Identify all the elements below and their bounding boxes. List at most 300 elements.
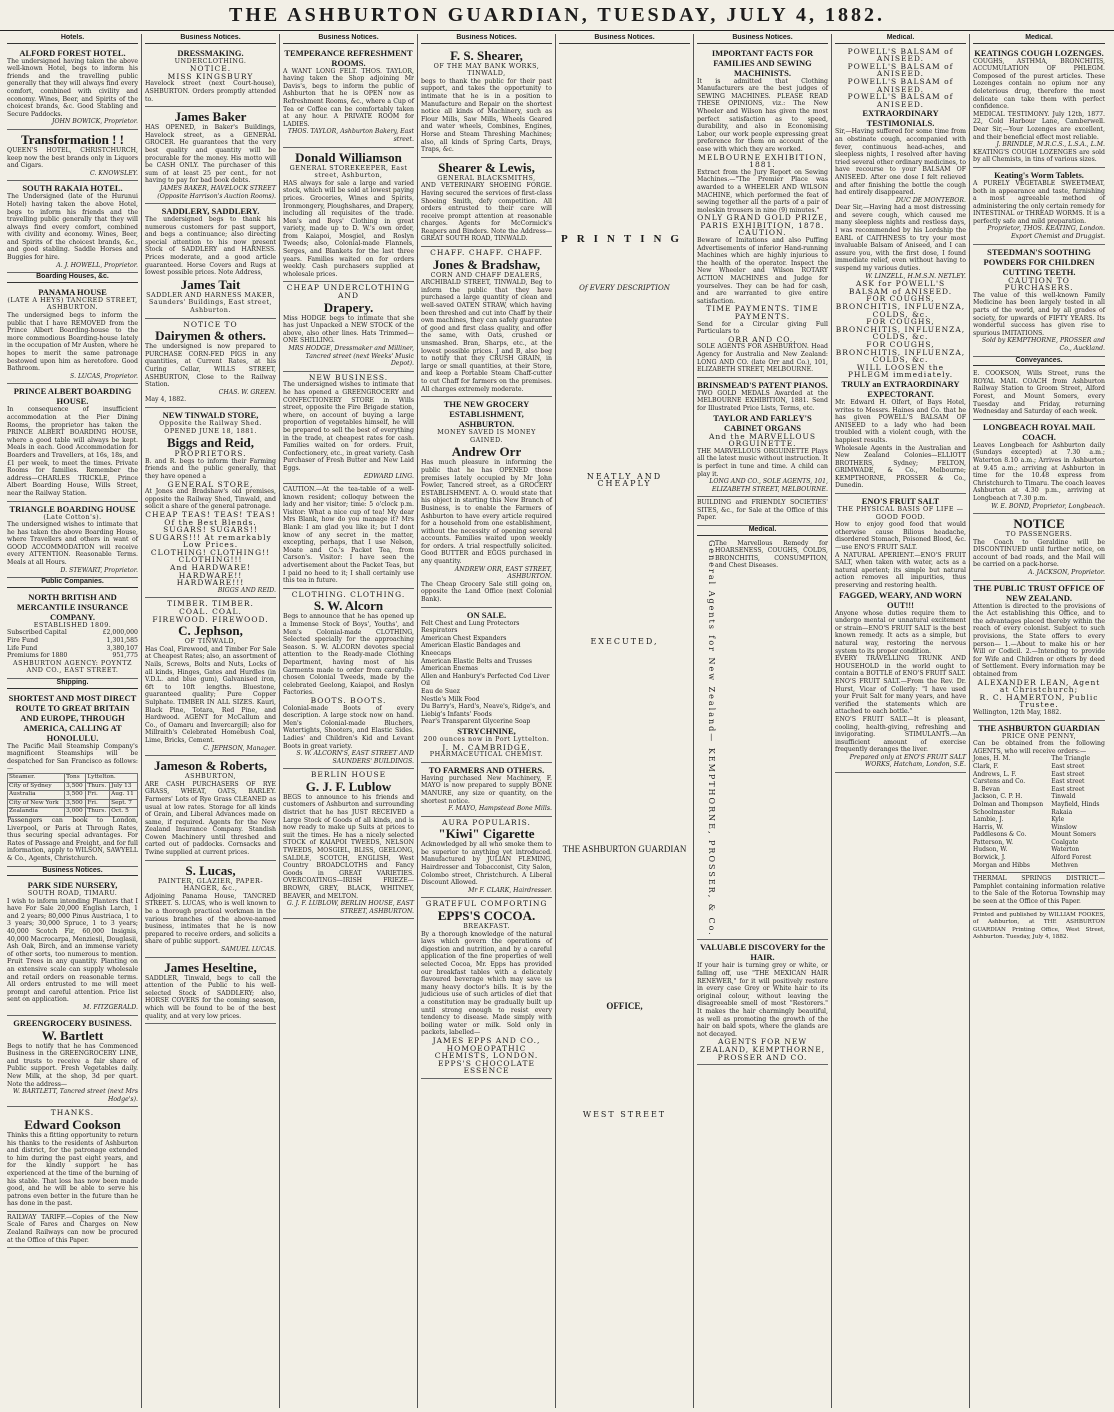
trunk-body: EVERY TRAVELLING TRUNK AND HOUSEHOLD in the world ought to contain a BOTTLE of ENO'S FRUIT SALT. [835,655,966,678]
imprint-text: Printed and published by WILLIAM FOOKES, of Ashburton, at THE ASHBURTON GUARDIAN Printing Office, West Street, Ashburton. Tuesday, July 4, 1882. [973,911,1105,941]
caution-title: CAUTION TO PURCHASERS. [1004,275,1074,293]
longbeach-body: Leaves Longbeach for Ashburton daily (Sundays excepted) at 7.30 a.m.; Waterton 8.10 a.m.; Arrives in Ashburton at 9.45 a.m.; arriving at Ashburton in time for the 10.48 express from Christchurch to Timaru. The coach leaves Ashburton at 4.30 p.m., arriving at Longbeach at 7.30 p.m. [973,441,1105,502]
table-row [973,793,1105,801]
tinwald-sub: Opposite the Railway Shed. OPENED JUNE 18, 1881. [159,418,262,435]
brinsmead-ad [697,378,828,498]
epps-sig: JAMES EPPS AND CO., HOMOEOPATHIC CHEMISTS, LONDON. [432,1035,541,1061]
drapery-ad [283,282,414,371]
ship-cell: 3,000 [65,808,86,817]
railway-body: RAILWAY TARIFF.—Copies of the New Scale of Fares and Charges on New Zealand Railways can now be procured at the Office of this Paper. [7,1213,138,1244]
table-row [973,831,1105,839]
queens-sig: C. KNOWSLEY. [89,169,138,177]
trust-ad [973,581,1105,721]
clothing-line: CLOTHING! CLOTHING!! CLOTHING!!! [150,547,271,565]
phlegm-line: WILL LOOSEN the PHLEGM immediately. [847,362,954,380]
eno-body: How to enjoy good food that would otherwise cause Bilious headache, disordered Stomach, Poisoned Blood, &c.—use ENO'S FRUIT SALT. [835,521,966,552]
column-2 [142,34,280,1408]
lublow-name: G. J. F. Lublow [305,778,392,794]
agent-place: Mount Somers [1051,831,1096,839]
temp-sig: THOS. TAYLOR, Ashburton Bakery, East street. [287,128,414,143]
column-8 [970,34,1108,1408]
newbiz-body: The undersigned wishes to intimate that he has opened a GREENGROCERY and CONFECTIONERY STORE in Wills street, opposite the Fire Brigade station, where, on account of buying a large proportion of vegetables himself, he will be prepared to sell the best of everything in the trade, at cheapest rates for cash. Families waited on for orders. Fruit, Confectionery, etc., in great variety. Cash Purchaser of Fresh Butter and New Laid Eggs. [283,381,414,472]
dear-sig: W. LINZELL, H.M.S.N. NETLEY. [865,272,966,280]
imprint [973,910,1105,945]
nb-ad [7,590,138,679]
agent-name: B. Bevan [973,785,1001,793]
west-street: WEST STREET [582,1109,667,1119]
baker-body: HAS OPENED, in Baker's Buildings, Havelock street, as a GENERAL GROCER. He guarantees that the very best quality and quantity will be procurable for the money. His motto will be CASH ONLY. The purchaser of this sum of at least 25 per cent., for not having to pay for bad book debts. [145,124,276,185]
wholesale-body: Wholesale Agents in the Australian and New Zealand Colonies—ELLIOTT BROTHERS, Sydney; FELTON, GRIMWADE, & Co., Melbourne; KEMPTHORNE, PROSSER & Co., Dunedin. [835,444,966,490]
parkside-body: I wish to inform intending Planters that I have For Sale 20,000 English Larch, 1 and 2 years; 80,000 Pinus Austriaca, 1 to 3 years; 30,000 Spruce, 1 to 3 years; 40,000 Scotch Fir, 60,000 Insignis, 40,000 Macrocarpa, Menziesii, Douglasii, Ash Oak, Birch, and an immense variety of other sorts, too numerous to mention. Fruit Trees in any quantity. Planting on an extensive scale can supply wholesale and retail orders on reasonable terms. All orders entrusted to me will meet prompt and careful attention. Price list sent on application. [7,897,138,1004]
agent-place: Methven [1051,861,1079,869]
kiwi-ad [421,817,552,899]
list-item: American Enemas [421,665,478,673]
list-item: Pear's Transparent Glycerine Soap [421,718,531,726]
firewood-title: FIREWOOD. FIREWOOD. [152,614,269,624]
table-row [973,786,1105,794]
berlin-title: BERLIN HOUSE [310,770,387,780]
valuable-title: VALUABLE DISCOVERY for the HAIR. [700,942,825,963]
eno-sub: THE PHYSICAL BASIS OF LIFE — GOOD FOOD. [837,505,964,521]
tinwald-ad [145,408,276,598]
agent-name: Andrews, L. F. [973,770,1017,778]
section-medical: Medical. [835,34,966,44]
biggs-sig: BIGGS AND REID. [217,586,276,594]
column-3 [280,34,418,1408]
kiwi-body: Acknowledged by all who smoke them to be superior to anything yet introduced. Manufactured by JULIAN FLEMING, Hairdresser and Tobacconist, City Salon, Colombo street, Christchurch. A Liberal Discount Allowed. [421,841,552,887]
agent-place: East street [1051,778,1085,786]
table-row [973,778,1105,786]
jones-body: ARCHIBALD STREET, TINWALD, Beg to inform the public that they have purchased a large quantity of clean and well-saved OATEN STRAW, which having been threshed and cut into Chaff by their own machines, they can safely guarantee of good and first class quality, and offer the same, with Oats, crushed or unsmashed. Bran, Sharps, etc., at the lowest possible prices. J and B, also beg to notify that they CRUSH GRAIN, in large or small quantities, at their Store, and keep a Portable Steam Chaff-cutter to cut Chaff for farmers on the premises. All charges extremely moderate. [421,279,552,393]
nb-key: Subscribed Capital [7,629,67,637]
spacer [559,646,690,846]
table-row [8,808,138,817]
ship-cell: Thurs. [86,782,110,791]
timber-title: TIMBER. TIMBER. [167,599,254,609]
ship-cell: Fri. [86,799,110,808]
hardware-line: And HARDWARE! HARDWARE!! HARDWARE!!! [170,563,251,588]
lublow-ad [283,769,414,919]
caution-ad [283,484,414,589]
important-body: It is admitted that Clothing Manufacturers are the best judges of SEWING MACHINES. PLEASE READ THESE OPINIONS, viz.: The New Wheeler and Wilson has given the most perfect satisfaction as to speed, durability, and also in Economising Labor, our work people expressing great preference for them on account of the ease with which they are worked. [697,77,828,153]
section-business: Business Notices. [7,867,138,877]
lublow-body: BEGS to announce to his friends and customers of Ashburton and surrounding district that he has JUST RECEIVED a Large Stock of Goods of all kinds, and is now ready to make up Suits at prices to suit the times. He has a nicely selected STOCK of KAIAPOI TWEEDS, NELSON TWEEDS, MOSGIEL, BLISS, GEELONG, SALDLE, SCOTCH, ENGLISH, West Country BROADCLOTHS and Fancy Goods in GREAT VARIETIES. OVERCOATINGS—IRISH FRIEZE—BROWN, GREY, BLACK, WHITNEY, BEAVER, and MELTON. [283,793,414,900]
executed: EXECUTED, [590,636,659,646]
farmers-body: Having purchased New Machinery, F. MAYO is now prepared to supply BONE MANURE, any size or quantity, on the shortest notice. [421,774,552,805]
ship-cell: Aug. 11 [110,791,138,800]
paper-title: THE ASHBURTON GUARDIAN [978,722,1100,733]
caution-title: CAUTION. [738,228,787,238]
section-boarding: Boarding Houses, &c. [7,273,138,283]
alford-sig: JOHN BOWICK, Proprietor. [51,118,138,126]
kiwi-title: "Kiwi" Cigarette [438,826,535,842]
caution-body: The value of this well-known Family Medicine has been largely tested in all parts of the world, and by all grades of society, for upwards of FIFTY YEARS. Its wonderful success has given rise to spurious IMITATIONS. [973,291,1105,337]
nb-key: Fire Fund [7,637,39,645]
triangle-title: TRIANGLE BOARDING HOUSE [9,503,136,514]
powell-line: POWELL'S BALSAM of ANISEED. [847,76,954,94]
agent-place: Alford Forest [1051,854,1092,862]
powell-line: POWELL'S BALSAM of ANISEED. [847,92,954,109]
table-row [973,824,1105,832]
panama-body: The undersigned begs to inform the public that I have REMOVED from the Prince Albert Boarding-house to the more commodious Boarding-house lately in the occupation of Mr Austen, where he hopes to merit the same patronage bestowed upon him as heretofore. Good Bathroom. [7,312,138,373]
dress-ad [145,46,276,108]
lewis-body: AND VETERINARY SHOEING FORGE. Having secured the services of first-class Shoeing Smith, defy competition. All orders entrusted to their care will receive prompt attention at reasonable charges. Agents for McCormick's Reapers and Binders. Note the Address—GREAT SOUTH ROAD, TINWALD. [421,182,552,243]
ask-line: ASK for POWELL'S BALSAM of ANISEED. [848,279,953,296]
dress-name: MISS KINGSBURY [167,71,254,81]
ship-head: Tons [65,773,86,782]
ship-cell: Oct. 5 [110,808,138,817]
keating-ad [973,46,1105,168]
parkside-sub: SOUTH ROAD, TIMARU. [27,889,118,898]
keating-testimonial: MEDICAL TESTIMONY. July 12th, 1877. 22, Cold Harbour Lane, Camberwell. Dear Sir,—Your Lozenges are excellent, and their beneficial effect most reliable. [973,110,1105,141]
queens-ad [7,130,138,181]
nb-row [7,645,138,653]
clothing-title: CLOTHING. CLOTHING. [291,589,406,599]
orr-ad [421,397,552,607]
parkside-sig: M. FITZGERALD. [83,1004,138,1011]
agent-name: Borwick, J. [973,854,1006,862]
bartlett-body: Begs to notify that he has Commenced Business in the GREENGROCERY LINE, and trusts to receive a fair share of Public support. Fresh Vegetables daily. New Milk, at the shop, 3d per quart. Note the address— [7,1042,138,1088]
cookson-body: Thinks this a fitting opportunity to return his thanks to the residents of Ashburton and district, for the patronage extended to him during the past eight years, and for the kindly support he has experienced at the time of the burning of his stable. That loss has now been made good, and he will be able to serve his patrons even better in the future than he has done in the past. [7,1131,138,1208]
orr-co-body: SOLE AGENTS FOR ASHBURTON. Head Agency for Australia and New Zealand: LONG AND CO. (late Orr and Co.), 101, ELIZABETH STREET, MELBOURNE. [697,343,828,374]
time-body: Send for a Circular giving Full Particulars to [697,320,828,336]
alford-title: ALFORD FOREST HOTEL. [19,47,126,58]
agent-name: Jones, H. M. [973,755,1011,763]
jameson-ad [145,756,276,861]
saddlery-ad [145,204,276,319]
list-item: American Elastic Belts and Trusses [421,657,532,665]
orr-co: ORR AND CO., [728,334,797,344]
extra-body: Sir,—Having suffered for some time from an obstinate cough, accompanied with fever, continuous head-aches, and sleepless nights, I resolved after having tried several other ordinary medicines, to have recourse to your BALSAM OF ANISEED. After one dose I felt relieved and after finishing the bottle the cough had entirely disappeared. [835,128,966,197]
baker-name: James Baker [174,109,247,125]
eno-sig: Prepared only at ENO'S FRUIT SALT WORKS, Hatcham, London, S.E. [849,753,966,769]
table-row [973,846,1105,854]
newbiz-title: NEW BUSINESS. [308,372,389,382]
lublow-sig: G. J. F. LUBLOW, BERLIN HOUSE, EAST STREET, ASHBURTON. [286,900,414,915]
jones-ad [421,247,552,397]
cookson-name: Edward Cookson [24,1116,121,1132]
triangle-body: The undersigned wishes to intimate that he has taken the above Boarding House, where Travellers and others in want of GOOD ACCOMMODATION will receive every ATTENTION. Reasonable Terms. Meals at all Hours. [7,521,138,567]
panama-ad [7,285,138,385]
column-4 [418,34,556,1408]
ship-cell: 3,500 [65,782,86,791]
section-conveyances: Conveyances. [973,357,1105,367]
transformation-title: Transformation ! ! [20,131,125,147]
caution-body: CAUTION.—At the tea-table of a well-known resident; colloquy between the lady and her visitor; time: 5 o'clock p.m. Visitor: What a nice cup of tea! My dear Mrs Blank, how do you manage it? Mrs Blank: I am glad you like it; but I dont know of any secret in the matter, excepting, perhaps, that I use Nelson, Moate and Co.'s Packet Tea, from Carson's. Visitor: I have seen the advertisement about the Packet Teas, but I paid no heed to it; I shall certainly use this tea in future. [283,486,414,585]
mayo-sig: F. MAYO, Hampstead Bone Mills. [448,805,552,813]
section-business: Business Notices. [421,34,552,44]
paris-line: ONLY GRAND GOLD PRIZE, PARIS EXHIBITION, 1878. [697,213,828,230]
agent-name: Morgan and Hibbs [973,861,1030,869]
lucas-ad [145,861,276,958]
cambridge-name: J. M. CAMBRIDGE, [442,742,531,752]
table-row [973,854,1105,862]
agents-ad [973,721,1105,874]
dairy-ad [145,319,276,408]
tinwald-title: NEW TINWALD STORE, [162,409,259,420]
table-row [973,839,1105,847]
panama-title: PANAMA HOUSE [38,286,107,297]
table-row [8,799,138,808]
grocery-sub: MONEY SAVED IS MONEY GAINED. [437,428,536,444]
lewis-ad [421,158,552,247]
dairy-title: Dairymen & others. [155,328,266,344]
lucas-name: S. Lucas, [185,862,236,878]
panama-sig: S. LUCAS, Proprietor. [70,372,138,380]
shearer-ad [421,46,552,158]
nb-row [7,629,138,637]
strychnine-sub: 200 ounces now in Port Lyttelton. [423,734,550,743]
powell-ad [835,46,966,494]
trust-date: Wellington, 12th May, 1882. [973,708,1062,716]
general-body: At Jones and Bradshaw's old premises, opposite the Railway Shed, Tinwald, and solicit a share of the general patronage. [145,488,276,511]
nb-row [7,637,138,645]
table-row [973,862,1105,870]
spacer [559,1011,690,1111]
every-description: Of EVERY DESCRIPTION [579,284,670,293]
eno-ad [835,494,966,773]
cambridge-sub: PHARMACEUTICAL CHEMIST. [429,750,544,759]
notice-sub: TO PASSENGERS. [1005,530,1073,539]
cheap-grocery: The Cheap Grocery Sale still going on, opposite the Land Office (next Colonial Bank). [421,580,552,604]
nb-val: 1,301,585 [106,637,138,645]
building-ad [697,497,828,526]
list-item: American Elastic Bandages and Kneecaps [421,642,521,657]
baker-sig: JAMES BAKER, HAVELOCK STREET (Opposite Harrison's Auction Rooms). [157,184,276,200]
chaff-title: CHAFF. CHAFF. CHAFF. [430,248,543,258]
shearer-name: F. S. Shearer, [450,47,523,63]
ship-cell: City of Sydney [8,782,65,791]
section-business: Business Notices. [283,34,414,44]
melbourne-title: MELBOURNE EXHIBITION, 1881. [698,152,827,170]
orr-body: Has much pleasure in informing the public that he has OPENED those premises lately occupied by Mr John Fowler, Tancred street, as a GROCERY ESTABLISHMENT. A. O. would state that his object in starting this New Branch of Business, is to enable the Farmers of Ashburton to have every article required for a household from one establishment, without the necessity of opening several accounts. Families waited upon weekly for orders. A trial respectfully solicited. Good BUTTER and EGGS purchased in any quantity. [421,459,552,566]
printing-title: PRINTING [560,232,688,245]
masthead: THE ASHBURTON GUARDIAN, TUESDAY, JULY 4, 1882. [0,4,1114,31]
dress-title: DRESSMAKING. [177,47,244,58]
dairy-notice: NOTICE TO [183,319,238,329]
drapery-body: Miss HODGE begs to intimate that she has just Unpacked a NEW STOCK of the above, also other lines. Hats Trimmed—ONE SHILLING. [283,314,414,345]
guardian-name: THE ASHBURTON GUARDIAN [562,843,687,854]
agent-name: Carstens and Co. [973,778,1026,786]
section-business: Business Notices. [697,34,828,44]
section-business: Business Notices. [145,34,276,44]
thermal-body: THERMAL SPRINGS DISTRICT.—Pamphlet containing information relative to the Sale of the Rotorua Township may be seen at the Office of this Paper. [973,875,1105,906]
notice-title: NOTICE [1013,516,1065,532]
ship-cell: Thurs. [86,808,110,817]
farmers-title: TO FARMERS AND OTHERS. [428,764,545,775]
ship-cell: Zealandia [8,808,65,817]
truly-body: Mr. Edward H. Olfert, of Bays Hotel, writes to Messrs. Haines and Co. that he has given POWELL'S BALSAM OF ANISEED to a lady who had been troubled with a violent cough, with the happiest results. [835,398,966,444]
coughs-line: FOR COUGHS, BRONCHITIS, INFLUENZA, COLDS, &c. [835,294,966,319]
prince-body: In consequence of insufficient accommodation at the Pier Dining Rooms, the proprietor has taken the PRINCE ALBERT BOARDING HOUSE, where a good table will always be kept. Meals in each. Good Accommodation for Boarders and Travellers, at 16s, 18s, and £1 per week, to meet the times. Private Rooms for families. Remember the address—CHARLES TRICKLE, Prince Albert Boarding House, Wills Street, near the Railway Station. [7,406,138,497]
epps-ad [421,898,552,1078]
queens-body: QUEEN'S HOTEL, CHRISTCHURCH, keep now the best brands only in Liquors and Cigars. [7,146,138,170]
worm-title: Keating's Worm Tablets. [994,169,1084,180]
dear-body: Dear Sir,—Having had a most distressing and severe cough, which caused me many sleepless nights and restless days, I was recommended by his Lordship the EARL of CAITHNESS to try your most invaluable Balsam of Aniseed, and I can assure you, with the first dose, I found immediate relief, even without having to suspend my various duties. [835,204,966,273]
bartlett-name: W. Bartlett [41,1027,104,1043]
spacer [559,46,690,236]
ship-head: Steamer. [8,773,65,782]
keating-sold: KEATING'S COUGH LOZENGES are sold by all Chemists, in tins of various sizes. [973,148,1105,164]
jameson-body: ARE CASH PURCHASERS OF RYE GRASS, WHEAT, OATS, BARLEY. Farmers' Lots of Rye Grass CLEANED as usual at low rates. Storage for all kinds of Grain, and Liberal Advances made on same, if required. Agents for the New Zealand Insurance Company. Standish Cowen Machinery until threshed and carted out of paddocks. Cornsacks and Twine supplied at current prices. [145,780,276,857]
keating-title: KEATINGS COUGH LOZENGES. [974,47,1104,58]
donald-body: HAS always for sale a large and varied stock, which will be sold at lowest paying prices. Groceries, Wines and Spirits, Ironmongery, Ploughshares, and Drapery, including all requisites of the trade. Men's and Boys' Clothing in great variety, made up to D. W.'s own order, from Kaiapoi, Mosgiel, and Roslyn Tweeds; also, Colonial-made Flannels, Serges, and Blankets for the last three years. Families waited on for orders weekly. Cash purchasers supplied at wholesale prices. [283,179,414,278]
triangle-sub: (Late Cotton's). [43,512,102,521]
epps-also: EPPS'S CHOCOLATE ESSENCE [437,1058,536,1076]
epps-grateful: GRATEFUL COMFORTING [425,899,548,909]
alcorn-body: Begs to announce that he has opened up a Immense Stock of Boys', Youths', and Men's Colonial-made CLOTHING, Selected specially for the approaching Season. S. W. ALCORN devotes special attention to the Ready-made Clothing Department, having most of his Garments made to order from carefully-chosen Colonial Tweeds, made by the celebrated Geelong, Kaiapoi, and Roslyn Factories. [283,613,414,697]
important-ad [697,46,828,378]
office-label: OFFICE, [606,1001,643,1012]
ship-body: The Pacific Mail Steamship Company's magnificent Steamships will be despatched for San Francisco as follows:— [7,742,138,773]
notice-body: The Coach to Geraldine will be DISCONTINUED until further notice, on account of bad roads, and the Mail will be carried on a pack-horse. [973,538,1105,569]
stimulants-body: ENO'S FRUIT SALT.—It is pleasant, cooling, health-giving, refreshing and invigorating. STIMULANTS.—An insufficient amount of exercise frequently deranges the liver. [835,715,966,754]
rakaia-ad [7,181,138,273]
ship-head-row [8,773,138,782]
fagged-body: Anyone whose duties require them to undergo mental or unnatural excitement or strain—ENO'S FRUIT SALT is the best known remedy. It acts as a simple, but natural way, restoring the nervous system to its proper condition. [835,609,966,655]
nb-key: Life Fund [7,644,38,652]
list-item: Du Barry's, Hard's, Neave's, Ridge's, and Liebig's Infants' Foods [421,703,551,718]
onsale-title: ON SALE. [466,609,507,620]
important-title: IMPORTANT FACTS FOR FAMILIES AND SEWING MACHINISTS. [711,47,814,78]
ship-cell: July 13 [110,782,138,791]
table-row [8,791,138,800]
list-item: Eau de Suez [421,687,460,695]
dress-sub: UNDERCLOTHING. [174,56,247,65]
agent-name: Clark, F. [973,762,999,770]
column-7 [832,34,970,1408]
keating-body: COUGHS, ASTHMA, BRONCHITIS, ACCUMULATION OF PHLEGM. Composed of the purest articles. These Lozenges contain no opium nor any deleterious drug, therefore the most delicate can take them with perfect confidence. [973,57,1105,111]
agent-name: Dolman and Thompson [973,800,1044,808]
ship-more: Passengers can book to London, Liverpool, or Paris at Through Rates, thus securing special advantages. For Rates of Passage and Freight, and for full information, apply to WILSON, SAWYELL & Co., Agents, Christchurch. [7,816,138,862]
agent-place: Mayfield, Hinds [1051,800,1100,808]
biggs-name: Biggs and Reid, [166,435,255,451]
temperance-ad [283,46,414,148]
epps-body: By a thorough knowledge of the natural laws which govern the operations of digestion and nutrition, and by a careful application of the fine properties of well selected Cocoa, Mr. Epps has provided our breakfast tables with a delicately flavoured beverage which may save us many heavy doctor's bills. It is by the judicious use of such articles of diet that a constitution may be gradually built up until strong enough to resist every tendency to disease. Made simply with boiling water or milk. Sold only in packets, labelled— [421,930,552,1037]
list-item: Nestle's Milk Food [421,695,480,703]
eno-hint: ENO'S FRUIT SALT.—From the Rev. Dr. Hurst, Vicar of Collerly: "I have used your Fruit Salt for many years, and have verified the statements which are attached to each bottle." [835,677,966,716]
epps-sub: BREAKFAST. [463,922,510,931]
alcorn-name: S. W. Alcorn [313,598,384,614]
table-row [973,755,1105,763]
agent-place: East street [1051,785,1085,793]
longbeach-sig: W. E. BOND, Proprietor, Longbeach. [991,502,1105,510]
worm-sig: Proprietor, THOS. KEATING, London. Export Chemist and Druggist. [987,225,1105,241]
lucas-body: Adjoining Panama House, TANCRED STREET. S. LUCAS, who is well known to be a thorough practical workman in the various branches of the above-named business, intimates that he is now prepared to receive orders, and solicits a share of public support. [145,892,276,946]
jephson-sub: OF TINWALD, [184,637,237,646]
section-business: Business Notices. [559,34,690,44]
kiwi-sig: Mr F. CLARK, Hairdresser. [468,886,552,894]
newbiz-ad [283,372,414,484]
extra-sig: DUC DE MONTEBOR. [895,196,966,204]
table-row [973,816,1105,824]
jameson-name: Jameson & Roberts, [153,758,267,774]
ship-cell: City of New York [8,799,65,808]
lewis-sub: GENERAL BLACKSMITHS, [437,173,536,182]
table-row [973,809,1105,817]
section-medical: Medical. [697,526,828,536]
rakaia-body: The Undersigned (late of the Hurunui Hotel) having taken the above Hotel, begs to inform his friends and the travelling public generally that they will always find every comfort, combined with civility and economy. Wines, Beer, and Spirits of the choicest brands, &c., and good stabling. Saddle Horses and Buggies for hire. [7,193,138,262]
agent-place: Tinwald [1051,793,1076,801]
agent-name: Paddlesons & Co. [973,831,1027,839]
agent-name: Lambie, J. [973,816,1004,824]
boots-body: Colonial-made Boots of every description. A large stock now on hand. Men's Colonial-made Bluchers, Watertights, Shooters, and Elastic Sides. Ladies' and Children's Kid and Levant Boots in great variety. [283,704,414,750]
alcorn-sig: S. W. ALCORN'S, EAST STREET AND SAUNDERS' BUILDINGS. [296,750,414,765]
agent-place: Winslow [1051,823,1077,831]
paper-body: Can be obtained from the following AGENTS, who will receive orders:— [973,740,1105,755]
nb-val: 951,775 [112,652,138,660]
steedman-ad [973,245,1105,357]
agent-place: Waterton [1051,846,1080,854]
remedy-ad [697,538,828,941]
ship-cell: Australia [8,791,65,800]
extraordinary-title: EXTRAORDINARY TESTIMONIALS. [862,108,939,129]
lucas-sub: PAINTER, GLAZIER, PAPER-HANGER, &c., [158,876,263,893]
green-title: GREENGROCERY BUSINESS. [13,1017,132,1028]
biggs-prop: PROPRIETORS. [174,449,247,459]
remedy-side-label: General Agents for New Zealand— KEMPTHORNE, PROSSER, & Co. [707,539,716,937]
lucas-sig: SAMUEL LUCAS. [220,946,276,953]
shearer-sub: OF THE MAY BANK WORKS, TINWALD, [433,61,540,78]
caution-body: Beware of Imitations and also Puffing Advertisements of inferior Hand-running Machines which are highly injurious to the health of the operator. Inspect the New Wheeler and Wilson ROTARY ACTION MACHINES and Judge for yourselves. They can be had for cash, and are warranted to give entire satisfaction. [697,237,828,305]
heseltine-body: SADDLER, Tinwald, begs to call the attention of the Public to his well-selected Stock of SADDLERY; also, HORSE COVERS for the coming season, which will be found to be of the best quality, and at very low prices. [145,974,276,1020]
ship-table [7,773,138,817]
coal-title: COAL. COAL. [179,607,242,617]
dairy-sig: CHAS. W. GREEN. [218,388,276,396]
baker-ad [145,107,276,204]
table-row [8,782,138,791]
newbiz-sig: EDWARD LING. [363,472,414,480]
column-1 [4,34,142,1408]
jameson-sub: ASHBURTON, [184,772,237,781]
temp-title: TEMPERANCE REFRESHMENT ROOMS. [284,47,413,68]
table-row [973,771,1105,779]
panama-sub: (LATE A HEYS) TANCRED STREET, ASHBURTON. [7,295,138,312]
jephson-name: C. Jephson, [178,623,243,639]
ship-title: SHORTEST AND MOST DIRECT ROUTE TO GREAT BRITAIN AND EUROPE, THROUGH AMERICA, CALLING AT HONOLULU. [8,692,137,743]
nb-val: £2,000,000 [102,629,138,637]
truly-title: TRULY an EXTRAORDINARY EXPECTORANT. [841,378,960,399]
agent-place: East street [1051,770,1085,778]
boots-title: BOOTS. BOOTS. [310,695,387,705]
alford-ad [7,46,138,130]
cheap-teas: CHEAP TEAS! TEAS! TEAS! Of the Best Blends. [145,509,276,527]
jones-sub: CORN AND CHAFF DEALERS, [430,270,543,279]
agent-name: Hudson, W. [973,846,1008,854]
taylor-title: TAYLOR AND FARLEY'S CABINET ORGANS [713,412,812,433]
general-store: GENERAL STORE, [167,479,254,489]
keating-sig: J. BRINDLE, M.R.C.S., L.S.A., L.M. [996,141,1105,149]
agent-name: Harris, W. [973,823,1004,831]
donald-sub: GENERAL STOREKEEPER, East street, Ashburton, [289,163,408,180]
drapery-title: Drapery. [323,299,374,315]
mayo-ad [421,763,552,817]
orguinette-title: And the MARVELLOUS ORGUINETTE. [708,431,817,449]
section-companies: Public Companies. [7,578,138,588]
powell-line: POWELL'S BALSAM of ANISEED. [847,61,954,79]
orr-name: Andrew Orr [451,444,522,460]
list-item: Respirators [421,627,458,635]
hair-ad [697,940,828,1065]
prince-title: PRINCE ALBERT BOARDING HOUSE. [13,386,132,407]
strychnine-title: STRYCHNINE, [457,725,516,736]
table-row [973,763,1105,771]
spacer [559,488,690,638]
sugars: SUGARS! SUGARS!! SUGARS!!! At remarkably Low Prices. [149,525,272,550]
cookson-ad [7,1107,138,1212]
steedman-sig: Sold by KEMPTHORNE, PROSSER and Co., Auckland. [981,337,1105,352]
nb-est: ESTABLISHED 1809. [33,620,112,629]
